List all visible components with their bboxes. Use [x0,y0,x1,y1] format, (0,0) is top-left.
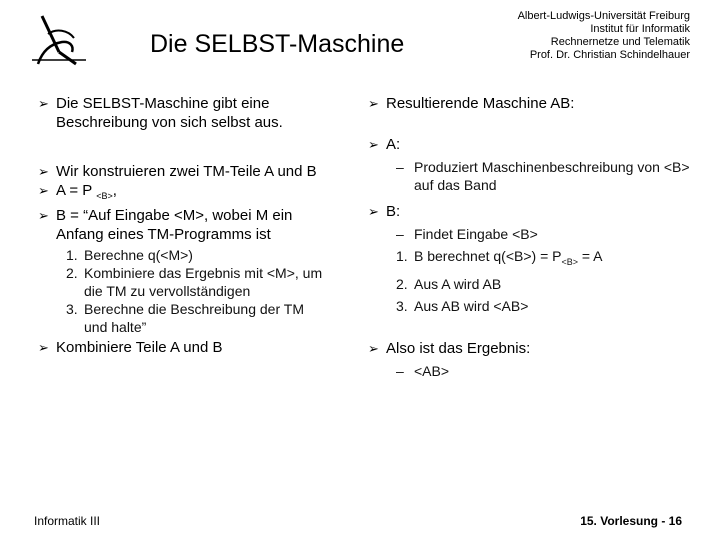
bullet-item: ➢ Kombiniere Teile A und B [38,339,223,356]
arrow-bullet-icon: ➢ [368,204,379,219]
bullet-item: ➢ Also ist das Ergebnis: [368,339,531,357]
slide-title: Die SELBST-Maschine [150,30,405,58]
institution-block [460,10,690,62]
sub-item: – <AB> [396,362,450,379]
arrow-bullet-icon: ➢ [38,164,49,179]
arrow-bullet-icon: ➢ [368,137,379,152]
sub-item: – Findet Eingabe <B> [396,226,538,242]
footer-course: Informatik III [34,514,101,528]
institution-line: Prof. Dr. Christian Schindelhauer [529,49,690,61]
sub-item: 1. Berechne q(<M>) [66,247,193,263]
arrow-bullet-icon: ➢ [368,340,379,356]
institution-line: Albert-Ludwigs-Universität Freiburg [517,10,690,22]
bullet-item: ➢ A: [368,136,401,153]
university-seal-icon [28,12,90,70]
footer-page-number: 15. Vorlesung - 16 [580,514,682,528]
right-column [370,94,690,380]
sub-item: 2. Aus A wird AB [396,275,502,292]
arrow-bullet-icon: ➢ [38,183,49,198]
bullet-item: ➢ Die SELBST-Maschine gibt eine Beschreibung von sich selbst aus. [38,95,283,131]
arrow-bullet-icon: ➢ [38,340,49,355]
bullet-item: ➢ B = “Auf Eingabe <M>, wobei M ein Anfang eines TM-Programms ist [38,207,293,243]
sub-item: 3. Aus AB wird <AB> [396,297,529,314]
bullet-item: ➢ Resultierende Maschine AB: [368,95,575,112]
bullet-item: ➢ A = P $_{<B>}$, [38,182,117,201]
left-column [40,94,330,357]
arrow-bullet-icon: ➢ [368,96,379,111]
institution-line: Institut für Informatik [590,23,690,35]
bullet-item: ➢ B: [368,203,401,220]
bullet-item: ➢ Wir konstruieren zwei TM-Teile A und B [38,163,317,180]
sub-item: – Produziert Maschinenbeschreibung von <B> auf das Band [396,159,690,193]
sub-item: 1. B berechnet $q(<B>) = P_{<B>} = A$ [396,248,603,267]
sub-item: 2. Kombiniere das Ergebnis mit <M>, um die TM zu vervollständigen [66,265,323,299]
arrow-bullet-icon: ➢ [38,208,49,223]
institution-line: Rechnernetze und Telematik [550,36,690,48]
arrow-bullet-icon: ➢ [38,96,49,111]
sub-item: 3. Berechne die Beschreibung der TM und halte” [66,301,304,335]
